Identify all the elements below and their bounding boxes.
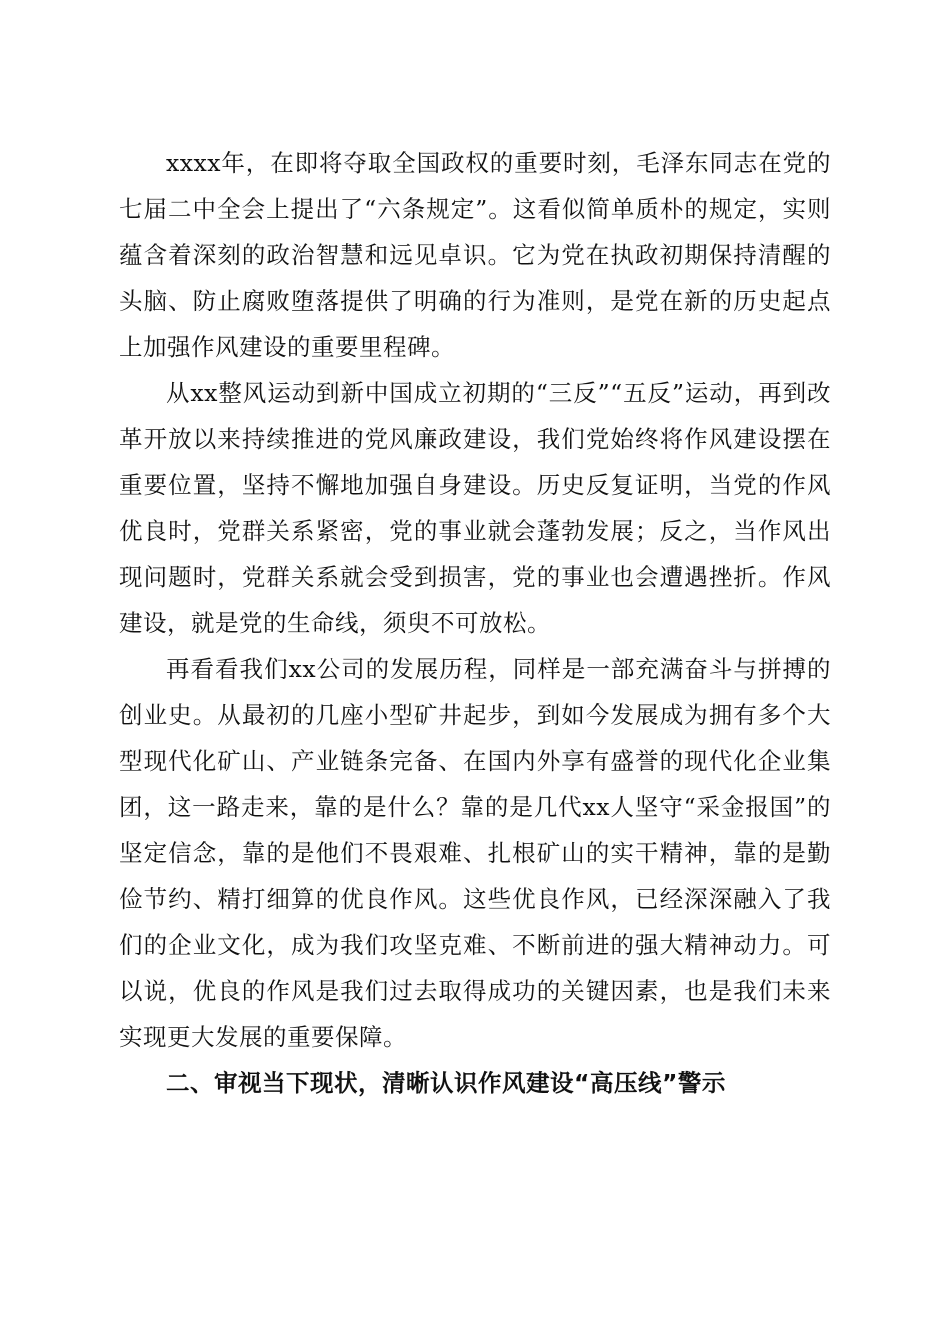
document-body [119, 140, 831, 1106]
paragraph-3: 再看看我们xx公司的发展历程，同样是一部充满奋斗与拼搏的创业史。从最初的几座小型矿井起步，到如今发展成为拥有多个大型现代化矿山、产业链条完备、在国内外享有盛誉的现代化企业集团，这一路走来，靠的是什么？靠的是几代xx人坚守“采金报国”的坚定信念，靠的是他们不畏艰难、扎根矿山的实干精神，靠的是勤俭节约、精打细算的优良作风。这些优良作风，已经深深融入了我们的企业文化，成为我们攻坚克难、不断前进的强大精神动力。可以说，优良的作风是我们过去取得成功的关键因素，也是我们未来实现更大发展的重要保障。 [119, 655, 831, 1051]
section-heading: 二、审视当下现状，清晰认识作风建设“高压线”警示 [166, 1069, 726, 1097]
paragraph-1: xxxx年，在即将夺取全国政权的重要时刻，毛泽东同志在党的七届二中全会上提出了“六条规定”。这看似简单质朴的规定，实则蕴含着深刻的政治智慧和远见卓识。它为党在执政初期保持清醒的头脑、防止腐败堕落提供了明确的行为准则，是党在新的历史起点上加强作风建设的重要里程碑。 [119, 149, 831, 361]
paragraph-2: 从xx整风运动到新中国成立初期的“三反”“五反”运动，再到改革开放以来持续推进的党风廉政建设，我们党始终将作风建设摆在重要位置，坚持不懈地加强自身建设。历史反复证明，当党的作风优良时，党群关系紧密，党的事业就会蓬勃发展；反之，当作风出现问题时，党群关系就会受到损害，党的事业也会遭遇挫折。作风建设，就是党的生命线，须臾不可放松。 [119, 379, 831, 637]
